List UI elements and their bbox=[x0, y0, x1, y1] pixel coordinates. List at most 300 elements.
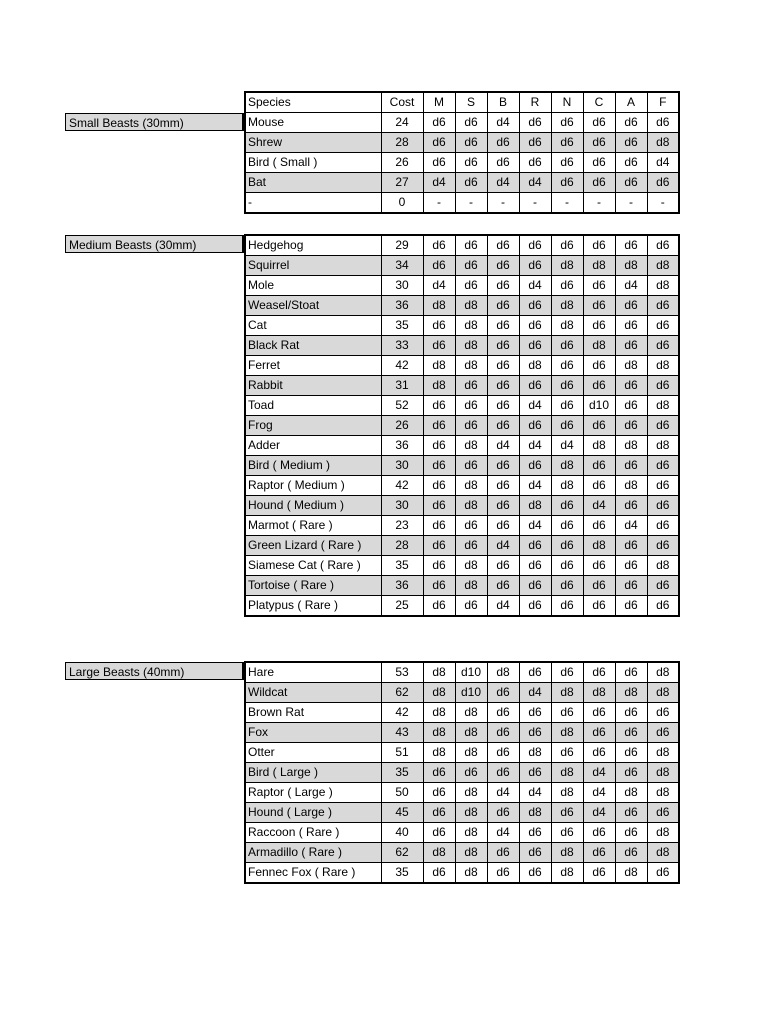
stat-cell: d6 bbox=[487, 376, 519, 396]
stat-cell: d8 bbox=[647, 356, 679, 376]
column-header: M bbox=[423, 92, 455, 113]
table-row bbox=[245, 396, 679, 416]
species-cell: Bat bbox=[245, 173, 381, 193]
stat-cell: d6 bbox=[615, 235, 647, 256]
table-row bbox=[245, 316, 679, 336]
stat-cell: d6 bbox=[487, 356, 519, 376]
stat-cell: d6 bbox=[455, 153, 487, 173]
species-cell: Raptor ( Large ) bbox=[245, 783, 381, 803]
stat-cell: d6 bbox=[551, 356, 583, 376]
stat-cell: d6 bbox=[423, 396, 455, 416]
cost-cell: 53 bbox=[381, 662, 423, 683]
stat-cell: d8 bbox=[583, 336, 615, 356]
species-cell: Wildcat bbox=[245, 683, 381, 703]
stat-cell: d8 bbox=[647, 436, 679, 456]
stat-cell: d6 bbox=[647, 536, 679, 556]
stat-cell: d6 bbox=[519, 843, 551, 863]
table-row bbox=[245, 596, 679, 617]
stat-cell: d8 bbox=[455, 316, 487, 336]
table-row bbox=[245, 763, 679, 783]
stat-cell: d6 bbox=[583, 356, 615, 376]
stat-cell: d6 bbox=[487, 153, 519, 173]
stat-cell: d4 bbox=[519, 783, 551, 803]
species-cell: Fox bbox=[245, 723, 381, 743]
stat-cell: d6 bbox=[487, 476, 519, 496]
stat-cell: d6 bbox=[583, 743, 615, 763]
table-row bbox=[245, 516, 679, 536]
cost-cell: 29 bbox=[381, 235, 423, 256]
species-cell: Hare bbox=[245, 662, 381, 683]
stat-cell: d6 bbox=[519, 723, 551, 743]
stat-cell: d6 bbox=[647, 173, 679, 193]
stat-cell: d8 bbox=[519, 496, 551, 516]
stat-cell: d6 bbox=[551, 803, 583, 823]
stat-cell: d4 bbox=[583, 783, 615, 803]
species-cell: Weasel/Stoat bbox=[245, 296, 381, 316]
stat-cell: d6 bbox=[583, 843, 615, 863]
stat-cell: - bbox=[487, 193, 519, 214]
cost-cell: 34 bbox=[381, 256, 423, 276]
stat-cell: d6 bbox=[615, 843, 647, 863]
stat-cell: d6 bbox=[615, 576, 647, 596]
stat-cell: d6 bbox=[423, 235, 455, 256]
stat-cell: d8 bbox=[615, 683, 647, 703]
stat-cell: d8 bbox=[615, 256, 647, 276]
stat-cell: d6 bbox=[647, 456, 679, 476]
stat-cell: d6 bbox=[423, 153, 455, 173]
cost-cell: 33 bbox=[381, 336, 423, 356]
stat-cell: d8 bbox=[551, 296, 583, 316]
cost-cell: 62 bbox=[381, 843, 423, 863]
table-row bbox=[245, 863, 679, 884]
column-header: Species bbox=[245, 92, 381, 113]
large-beasts-table bbox=[244, 661, 680, 884]
species-cell: Bird ( Small ) bbox=[245, 153, 381, 173]
stat-cell: d6 bbox=[551, 113, 583, 133]
stat-cell: d8 bbox=[551, 843, 583, 863]
stat-cell: d8 bbox=[583, 536, 615, 556]
stat-cell: d8 bbox=[455, 823, 487, 843]
stat-cell: d8 bbox=[423, 296, 455, 316]
cost-cell: 30 bbox=[381, 496, 423, 516]
column-header: B bbox=[487, 92, 519, 113]
table-row bbox=[245, 113, 679, 133]
group-label-medium-beasts: Medium Beasts (30mm) bbox=[65, 235, 244, 253]
stat-cell: d6 bbox=[551, 133, 583, 153]
stat-cell: d6 bbox=[487, 235, 519, 256]
stat-cell: d6 bbox=[551, 576, 583, 596]
stat-cell: d6 bbox=[647, 476, 679, 496]
species-cell: Mole bbox=[245, 276, 381, 296]
stat-cell: d6 bbox=[423, 863, 455, 884]
column-header: F bbox=[647, 92, 679, 113]
column-header: N bbox=[551, 92, 583, 113]
stat-cell: d6 bbox=[551, 276, 583, 296]
stat-cell: d6 bbox=[615, 296, 647, 316]
stat-cell: - bbox=[423, 193, 455, 214]
stat-cell: d4 bbox=[583, 803, 615, 823]
stat-cell: d6 bbox=[647, 416, 679, 436]
stat-cell: d6 bbox=[551, 516, 583, 536]
stat-cell: d4 bbox=[583, 763, 615, 783]
stat-cell: d8 bbox=[455, 576, 487, 596]
cost-cell: 36 bbox=[381, 576, 423, 596]
stat-cell: d8 bbox=[615, 476, 647, 496]
table-row bbox=[245, 723, 679, 743]
cost-cell: 35 bbox=[381, 316, 423, 336]
species-cell: Frog bbox=[245, 416, 381, 436]
cost-cell: 30 bbox=[381, 276, 423, 296]
species-cell: Adder bbox=[245, 436, 381, 456]
stat-cell: d8 bbox=[455, 783, 487, 803]
stat-cell: d6 bbox=[615, 496, 647, 516]
stat-cell: d6 bbox=[551, 376, 583, 396]
cost-cell: 31 bbox=[381, 376, 423, 396]
stat-cell: d6 bbox=[583, 723, 615, 743]
stat-cell: d6 bbox=[583, 173, 615, 193]
stat-cell: d6 bbox=[519, 336, 551, 356]
stat-cell: d8 bbox=[455, 356, 487, 376]
stat-cell: d6 bbox=[423, 763, 455, 783]
table-row bbox=[245, 703, 679, 723]
stat-cell: d6 bbox=[487, 456, 519, 476]
stat-cell: d6 bbox=[647, 296, 679, 316]
stat-cell: d6 bbox=[487, 516, 519, 536]
stat-cell: d4 bbox=[519, 516, 551, 536]
stat-cell: d8 bbox=[615, 436, 647, 456]
stat-cell: d4 bbox=[487, 536, 519, 556]
stat-cell: d6 bbox=[487, 723, 519, 743]
stat-cell: - bbox=[455, 193, 487, 214]
stat-cell: d6 bbox=[423, 823, 455, 843]
stat-cell: d8 bbox=[551, 723, 583, 743]
cost-cell: 27 bbox=[381, 173, 423, 193]
stat-cell: d6 bbox=[487, 703, 519, 723]
stat-cell: d4 bbox=[487, 783, 519, 803]
cost-cell: 26 bbox=[381, 416, 423, 436]
stat-cell: d8 bbox=[423, 662, 455, 683]
stat-cell: d6 bbox=[455, 456, 487, 476]
stat-cell: d6 bbox=[423, 476, 455, 496]
stat-cell: d8 bbox=[551, 683, 583, 703]
species-cell: Cat bbox=[245, 316, 381, 336]
cost-cell: 45 bbox=[381, 803, 423, 823]
stat-cell: d8 bbox=[455, 556, 487, 576]
stat-cell: d6 bbox=[455, 763, 487, 783]
stat-cell: d6 bbox=[583, 662, 615, 683]
stat-cell: d6 bbox=[487, 256, 519, 276]
stat-cell: d6 bbox=[647, 703, 679, 723]
table-row bbox=[245, 256, 679, 276]
cost-cell: 26 bbox=[381, 153, 423, 173]
column-header: A bbox=[615, 92, 647, 113]
stat-cell: d6 bbox=[647, 723, 679, 743]
stat-cell: d6 bbox=[615, 133, 647, 153]
stat-cell: d6 bbox=[519, 316, 551, 336]
species-cell: Tortoise ( Rare ) bbox=[245, 576, 381, 596]
stat-cell: - bbox=[519, 193, 551, 214]
table-row bbox=[245, 683, 679, 703]
stat-cell: d4 bbox=[487, 436, 519, 456]
group-label-small-beasts: Small Beasts (30mm) bbox=[65, 113, 244, 131]
table-row bbox=[245, 133, 679, 153]
stat-cell: d8 bbox=[455, 803, 487, 823]
stat-cell: d6 bbox=[647, 516, 679, 536]
species-cell: Marmot ( Rare ) bbox=[245, 516, 381, 536]
stat-cell: - bbox=[583, 193, 615, 214]
stat-cell: d6 bbox=[583, 133, 615, 153]
cost-cell: 42 bbox=[381, 356, 423, 376]
stat-cell: d6 bbox=[615, 763, 647, 783]
stat-cell: d6 bbox=[615, 703, 647, 723]
stat-cell: d6 bbox=[647, 576, 679, 596]
stat-cell: d6 bbox=[455, 256, 487, 276]
stat-cell: d4 bbox=[615, 276, 647, 296]
stat-cell: d6 bbox=[519, 416, 551, 436]
stat-cell: d6 bbox=[519, 133, 551, 153]
stat-cell: d6 bbox=[551, 743, 583, 763]
stat-cell: d6 bbox=[487, 576, 519, 596]
stat-cell: d8 bbox=[647, 823, 679, 843]
stat-cell: d4 bbox=[487, 173, 519, 193]
cost-cell: 62 bbox=[381, 683, 423, 703]
stat-cell: d6 bbox=[519, 576, 551, 596]
stat-cell: d4 bbox=[615, 516, 647, 536]
stat-cell: d6 bbox=[583, 596, 615, 617]
stat-cell: d6 bbox=[615, 316, 647, 336]
species-cell: Bird ( Large ) bbox=[245, 763, 381, 783]
stat-cell: d4 bbox=[487, 113, 519, 133]
group-label-large-beasts: Large Beasts (40mm) bbox=[65, 662, 244, 680]
stat-cell: - bbox=[551, 193, 583, 214]
stat-cell: d6 bbox=[487, 496, 519, 516]
stat-cell: d6 bbox=[423, 556, 455, 576]
cost-cell: 43 bbox=[381, 723, 423, 743]
stat-cell: d8 bbox=[647, 763, 679, 783]
cost-cell: 35 bbox=[381, 863, 423, 884]
stat-cell: d4 bbox=[487, 823, 519, 843]
cost-cell: 51 bbox=[381, 743, 423, 763]
stat-cell: d6 bbox=[583, 456, 615, 476]
stat-cell: d6 bbox=[615, 803, 647, 823]
stat-cell: d8 bbox=[647, 133, 679, 153]
stat-cell: d10 bbox=[455, 683, 487, 703]
cost-cell: 24 bbox=[381, 113, 423, 133]
stat-cell: d6 bbox=[519, 556, 551, 576]
stat-cell: d8 bbox=[423, 376, 455, 396]
species-cell: - bbox=[245, 193, 381, 214]
stat-cell: d6 bbox=[455, 596, 487, 617]
species-cell: Bird ( Medium ) bbox=[245, 456, 381, 476]
stat-cell: d8 bbox=[455, 476, 487, 496]
stat-cell: d8 bbox=[423, 683, 455, 703]
stat-cell: d6 bbox=[551, 153, 583, 173]
species-cell: Green Lizard ( Rare ) bbox=[245, 536, 381, 556]
stat-cell: d6 bbox=[455, 235, 487, 256]
stat-cell: d6 bbox=[487, 296, 519, 316]
stat-cell: d6 bbox=[487, 763, 519, 783]
species-cell: Ferret bbox=[245, 356, 381, 376]
stat-cell: d8 bbox=[551, 316, 583, 336]
column-header: S bbox=[455, 92, 487, 113]
stat-cell: d6 bbox=[487, 683, 519, 703]
cost-cell: 25 bbox=[381, 596, 423, 617]
table-row bbox=[245, 436, 679, 456]
stat-cell: d4 bbox=[519, 396, 551, 416]
species-cell: Fennec Fox ( Rare ) bbox=[245, 863, 381, 884]
stat-cell: d6 bbox=[519, 596, 551, 617]
stat-cell: d8 bbox=[551, 476, 583, 496]
stat-cell: d8 bbox=[583, 256, 615, 276]
stat-cell: d6 bbox=[455, 416, 487, 436]
stat-cell: d6 bbox=[487, 803, 519, 823]
stat-cell: d8 bbox=[647, 662, 679, 683]
stat-cell: d6 bbox=[647, 863, 679, 884]
stat-cell: d6 bbox=[583, 516, 615, 536]
cost-cell: 35 bbox=[381, 556, 423, 576]
stat-cell: d6 bbox=[551, 396, 583, 416]
stat-cell: d4 bbox=[423, 276, 455, 296]
table-row bbox=[245, 336, 679, 356]
table-row bbox=[245, 276, 679, 296]
cost-cell: 50 bbox=[381, 783, 423, 803]
stat-cell: d6 bbox=[487, 396, 519, 416]
stat-cell: d6 bbox=[455, 113, 487, 133]
stat-cell: d6 bbox=[583, 556, 615, 576]
stat-cell: d6 bbox=[423, 536, 455, 556]
cost-cell: 35 bbox=[381, 763, 423, 783]
cost-cell: 42 bbox=[381, 476, 423, 496]
stat-cell: d6 bbox=[423, 256, 455, 276]
table-row bbox=[245, 476, 679, 496]
stat-cell: d6 bbox=[423, 596, 455, 617]
stat-cell: d6 bbox=[455, 133, 487, 153]
stat-cell: d6 bbox=[583, 376, 615, 396]
stat-cell: d6 bbox=[551, 823, 583, 843]
stat-cell: d6 bbox=[455, 516, 487, 536]
stat-cell: d6 bbox=[519, 296, 551, 316]
stat-cell: d8 bbox=[455, 723, 487, 743]
species-cell: Hound ( Large ) bbox=[245, 803, 381, 823]
table-row bbox=[245, 153, 679, 173]
stat-cell: d8 bbox=[519, 356, 551, 376]
stat-cell: d6 bbox=[647, 336, 679, 356]
stat-cell: d4 bbox=[423, 173, 455, 193]
stat-cell: d6 bbox=[423, 436, 455, 456]
stat-cell: d8 bbox=[551, 256, 583, 276]
stat-cell: d8 bbox=[615, 783, 647, 803]
stat-cell: d6 bbox=[487, 843, 519, 863]
stat-cell: d6 bbox=[423, 783, 455, 803]
table-row bbox=[245, 576, 679, 596]
stat-cell: d8 bbox=[423, 743, 455, 763]
table-header-row bbox=[245, 92, 679, 113]
cost-cell: 36 bbox=[381, 436, 423, 456]
stat-cell: d6 bbox=[551, 496, 583, 516]
stat-cell: d6 bbox=[615, 823, 647, 843]
stat-cell: d8 bbox=[519, 743, 551, 763]
stat-cell: d6 bbox=[551, 596, 583, 617]
species-cell: Rabbit bbox=[245, 376, 381, 396]
stat-cell: d6 bbox=[551, 235, 583, 256]
stat-cell: - bbox=[615, 193, 647, 214]
stat-cell: d6 bbox=[455, 396, 487, 416]
cost-cell: 40 bbox=[381, 823, 423, 843]
stat-cell: d4 bbox=[519, 436, 551, 456]
stat-cell: d6 bbox=[583, 296, 615, 316]
stat-cell: d6 bbox=[647, 235, 679, 256]
stat-cell: d8 bbox=[615, 356, 647, 376]
stat-cell: d6 bbox=[647, 376, 679, 396]
stat-cell: d6 bbox=[487, 276, 519, 296]
stat-cell: d6 bbox=[487, 416, 519, 436]
stat-cell: d6 bbox=[487, 133, 519, 153]
table-row bbox=[245, 556, 679, 576]
cost-cell: 30 bbox=[381, 456, 423, 476]
stat-cell: d6 bbox=[583, 153, 615, 173]
stat-cell: d6 bbox=[583, 276, 615, 296]
stat-cell: d4 bbox=[551, 436, 583, 456]
stat-cell: d6 bbox=[423, 456, 455, 476]
stat-cell: d6 bbox=[615, 723, 647, 743]
cost-cell: 23 bbox=[381, 516, 423, 536]
stat-cell: d6 bbox=[551, 556, 583, 576]
stat-cell: d6 bbox=[615, 173, 647, 193]
table-row bbox=[245, 803, 679, 823]
stat-cell: d6 bbox=[423, 576, 455, 596]
stat-cell: d6 bbox=[423, 496, 455, 516]
species-cell: Platypus ( Rare ) bbox=[245, 596, 381, 617]
table-row bbox=[245, 193, 679, 214]
stat-cell: d6 bbox=[583, 316, 615, 336]
stat-cell: d8 bbox=[455, 843, 487, 863]
stat-cell: d4 bbox=[519, 683, 551, 703]
stat-cell: d6 bbox=[551, 703, 583, 723]
stat-cell: d4 bbox=[519, 476, 551, 496]
stat-cell: d4 bbox=[519, 173, 551, 193]
stat-cell: d8 bbox=[647, 743, 679, 763]
stat-cell: d6 bbox=[519, 235, 551, 256]
stat-cell: d6 bbox=[615, 153, 647, 173]
table-row bbox=[245, 662, 679, 683]
table-row bbox=[245, 743, 679, 763]
medium-beasts-table bbox=[244, 234, 680, 617]
stat-cell: d6 bbox=[647, 596, 679, 617]
table-row bbox=[245, 296, 679, 316]
table-row bbox=[245, 843, 679, 863]
stat-cell: d6 bbox=[519, 536, 551, 556]
cost-cell: 52 bbox=[381, 396, 423, 416]
stat-cell: d6 bbox=[615, 662, 647, 683]
stat-cell: d6 bbox=[551, 416, 583, 436]
species-cell: Armadillo ( Rare ) bbox=[245, 843, 381, 863]
stat-cell: d4 bbox=[487, 596, 519, 617]
stat-cell: d6 bbox=[615, 336, 647, 356]
species-cell: Hound ( Medium ) bbox=[245, 496, 381, 516]
stat-cell: d10 bbox=[583, 396, 615, 416]
stat-cell: d6 bbox=[519, 153, 551, 173]
stat-cell: d6 bbox=[615, 536, 647, 556]
stat-cell: d8 bbox=[551, 763, 583, 783]
stat-cell: d4 bbox=[647, 153, 679, 173]
stat-cell: d6 bbox=[487, 743, 519, 763]
table-row bbox=[245, 456, 679, 476]
table-row bbox=[245, 823, 679, 843]
cost-cell: 28 bbox=[381, 536, 423, 556]
table-row bbox=[245, 356, 679, 376]
stat-cell: d6 bbox=[583, 235, 615, 256]
cost-cell: 28 bbox=[381, 133, 423, 153]
